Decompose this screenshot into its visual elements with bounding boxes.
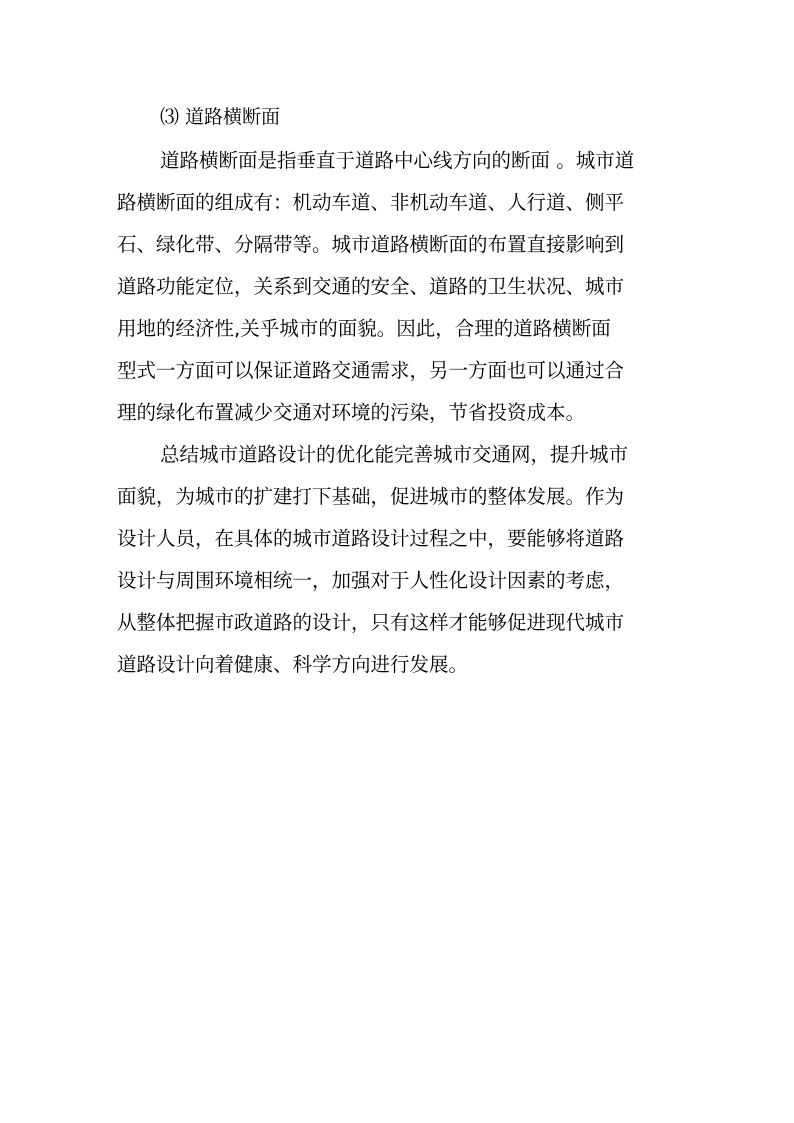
paragraph-line: 道路功能定位，关系到交通的安全、道路的卫生状况、城市: [117, 275, 625, 298]
paragraph-line: 面貌，为城市的扩建打下基础，促进城市的整体发展。作为: [117, 485, 625, 508]
section-heading: ⑶ 道路横断面: [160, 106, 281, 128]
paragraph-line: 设计人员，在具体的城市道路设计过程之中，要能够将道路: [117, 527, 625, 550]
paragraph-line: 从整体把握市政道路的设计，只有这样才能够促进现代城市: [117, 611, 625, 634]
paragraph-line: 型式一方面可以保证道路交通需求，另一方面也可以通过合: [117, 359, 625, 382]
paragraph-line: 理的绿化布置减少交通对环境的污染，节省投资成本。: [117, 401, 586, 424]
paragraph-line: 道路设计向着健康、科学方向进行发展。: [117, 653, 469, 676]
paragraph-line: 道路横断面是指垂直于道路中心线方向的断面 。城市道: [160, 149, 635, 172]
paragraph-line: 石、绿化带、分隔带等。城市道路横断面的布置直接影响到: [117, 233, 625, 256]
paragraph-line: 用地的经济性,关乎城市的面貌。因此，合理的道路横断面: [117, 317, 611, 340]
paragraph-line: 总结城市道路设计的优化能完善城市交通网，提升城市: [160, 443, 629, 466]
paragraph-line: 路横断面的组成有：机动车道、非机动车道、人行道、侧平: [117, 191, 625, 214]
paragraph-line: 设计与周围环境相统一，加强对于人性化设计因素的考虑，: [117, 569, 625, 592]
